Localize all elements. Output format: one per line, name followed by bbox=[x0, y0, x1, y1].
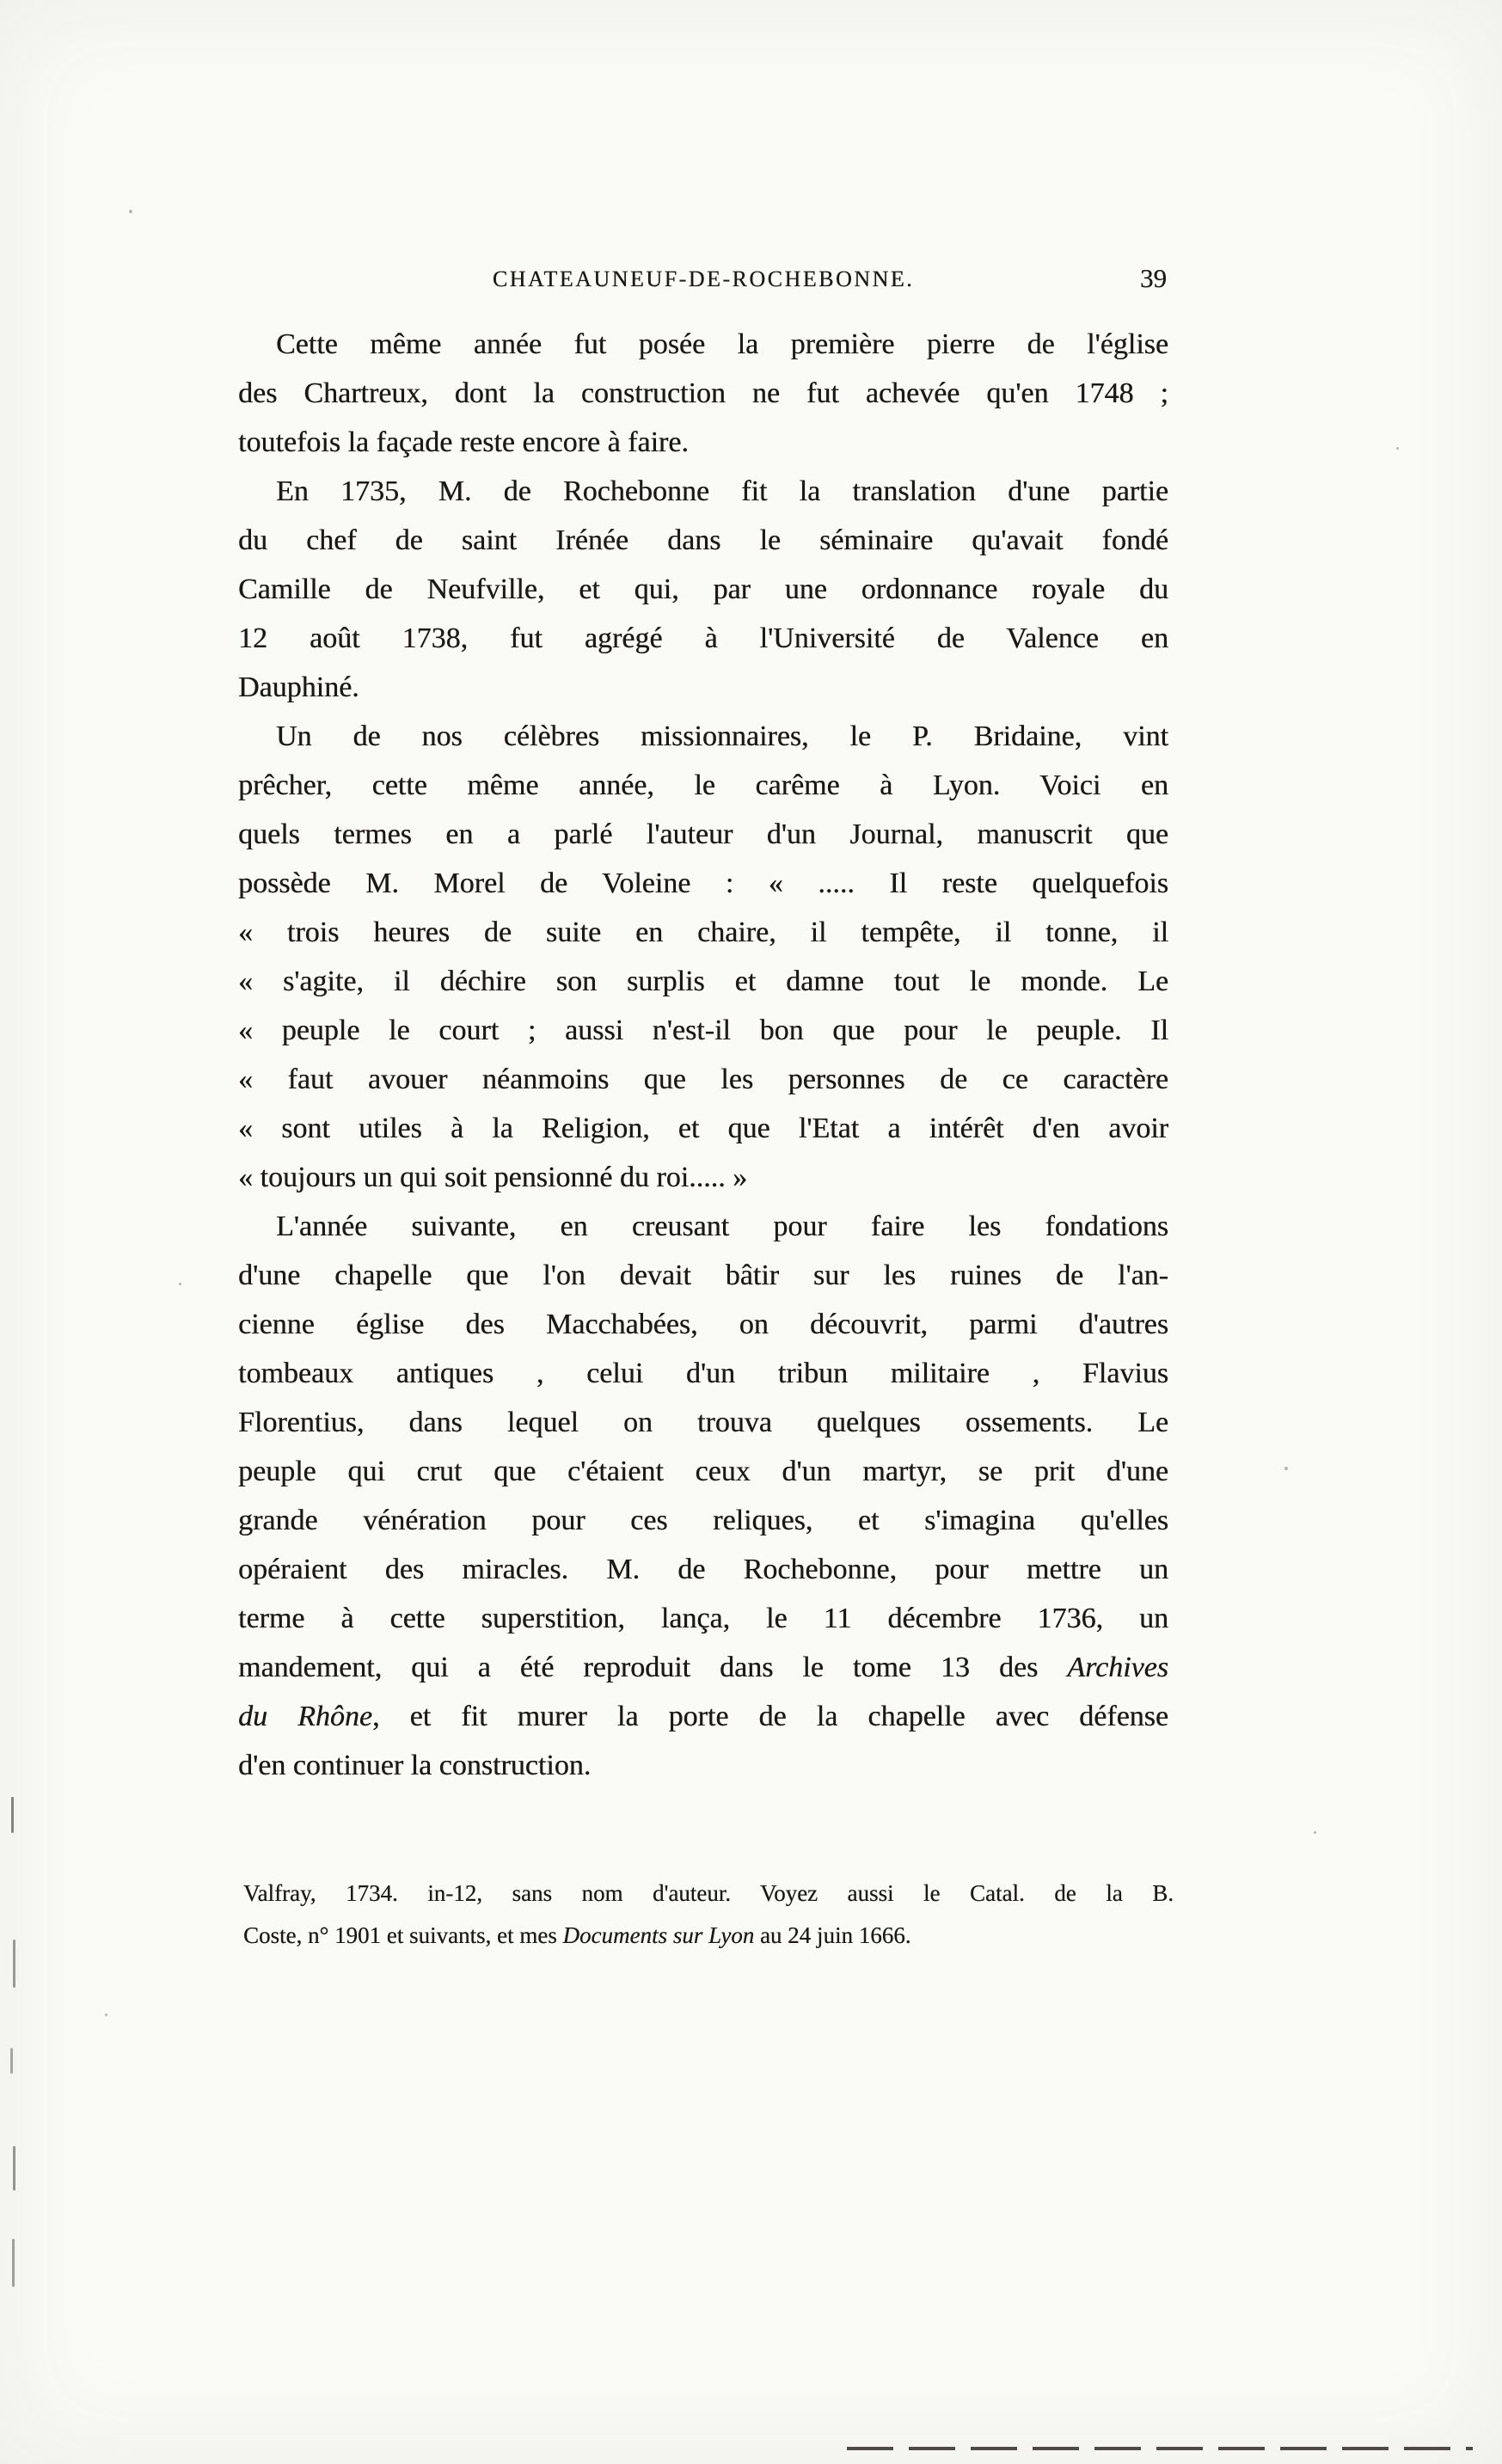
scan-mark bbox=[11, 1797, 14, 1833]
running-title: CHATEAUNEUF-DE-ROCHEBONNE. bbox=[492, 267, 915, 291]
text-segment: possède M. Morel de Voleine : « ..... Il reste quelquefois bbox=[238, 867, 1168, 899]
text-segment: Valfray, 1734. in-12, sans nom d'auteur. Voyez aussi le Catal. de la B. bbox=[243, 1880, 1174, 1906]
paragraph bbox=[238, 1202, 1168, 1790]
text-segment: terme à cette superstition, lança, le 11 décembre 1736, un bbox=[238, 1603, 1168, 1634]
text-segment: toutefois la façade reste encore à faire. bbox=[238, 426, 689, 458]
text-segment: opéraient des miracles. M. de Rochebonne, pour mettre un bbox=[238, 1554, 1168, 1585]
text-segment: grande vénération pour ces reliques, et s'imagina qu'elles bbox=[238, 1505, 1168, 1536]
text-segment: En 1735, M. de Rochebonne fit la translation d'une partie bbox=[276, 475, 1168, 507]
text-line bbox=[238, 418, 1168, 467]
text-segment: mandement, qui a été reproduit dans le tome 13 des bbox=[238, 1652, 1068, 1683]
page-header bbox=[238, 263, 1168, 301]
text-line bbox=[238, 1006, 1168, 1055]
text-segment: du Rhône bbox=[238, 1701, 372, 1732]
text-segment: Camille de Neufville, et qui, par une ordonnance royale du bbox=[238, 573, 1168, 605]
text-line bbox=[238, 1447, 1168, 1496]
text-line bbox=[238, 1398, 1168, 1447]
text-segment: des Chartreux, dont la construction ne fut achevée qu'en 1748 ; bbox=[238, 377, 1168, 409]
page-number: 39 bbox=[1140, 263, 1167, 293]
text-segment: cienne église des Macchabées, on découvrit, parmi d'autres bbox=[238, 1309, 1168, 1340]
text-line bbox=[238, 1251, 1168, 1300]
text-segment: Cette même année fut posée la première pierre de l'église bbox=[276, 328, 1168, 360]
text-line bbox=[238, 957, 1168, 1006]
text-line bbox=[238, 1594, 1168, 1643]
text-segment: « faut avouer néanmoins que les personnes de ce caractère bbox=[238, 1063, 1168, 1095]
text-segment: Un de nos célèbres missionnaires, le P. Bridaine, vint bbox=[276, 720, 1168, 752]
text-line bbox=[238, 1741, 1168, 1790]
text-line bbox=[238, 1692, 1168, 1741]
text-segment: « sont utiles à la Religion, et que l'Etat a intérêt d'en avoir bbox=[238, 1112, 1168, 1144]
text-line bbox=[238, 908, 1168, 957]
scan-mark bbox=[12, 2239, 15, 2287]
text-line bbox=[238, 810, 1168, 859]
text-segment: « toujours un qui soit pensionné du roi..... » bbox=[238, 1162, 748, 1193]
paragraph bbox=[238, 467, 1168, 712]
text-segment: Archives bbox=[1067, 1652, 1168, 1683]
scan-speck bbox=[179, 1283, 181, 1285]
page-body bbox=[238, 320, 1168, 1790]
text-segment: du chef de saint Irénée dans le séminaire qu'avait fondé bbox=[238, 524, 1168, 556]
text-segment: Documents sur Lyon bbox=[562, 1922, 755, 1948]
text-line bbox=[238, 467, 1168, 516]
scan-mark bbox=[10, 2048, 13, 2074]
text-line bbox=[238, 1300, 1168, 1349]
text-line bbox=[243, 1915, 1174, 1957]
text-line bbox=[238, 1496, 1168, 1545]
scan-speck bbox=[1284, 1467, 1288, 1470]
text-line bbox=[238, 1104, 1168, 1153]
scan-bottom-line bbox=[847, 2447, 1473, 2450]
scan-mark bbox=[13, 2146, 15, 2191]
footnote bbox=[243, 1873, 1174, 1957]
text-line bbox=[243, 1873, 1174, 1915]
text-segment: Dauphiné. bbox=[238, 671, 359, 703]
text-line bbox=[238, 614, 1168, 663]
text-line bbox=[238, 516, 1168, 565]
text-segment: Florentius, dans lequel on trouva quelques ossements. Le bbox=[238, 1407, 1168, 1438]
text-segment: d'une chapelle que l'on devait bâtir sur les ruines de l'an- bbox=[238, 1260, 1168, 1291]
scan-speck bbox=[105, 2013, 107, 2016]
paragraph bbox=[238, 320, 1168, 467]
text-line bbox=[238, 1202, 1168, 1251]
text-segment: Coste, n° 1901 et suivants, et mes bbox=[243, 1922, 563, 1948]
text-segment: peuple qui crut que c'étaient ceux d'un martyr, se prit d'une bbox=[238, 1456, 1168, 1487]
text-segment: quels termes en a parlé l'auteur d'un Journal, manuscrit que bbox=[238, 818, 1168, 850]
scan-speck bbox=[1396, 447, 1399, 450]
text-segment: tombeaux antiques , celui d'un tribun militaire , Flavius bbox=[238, 1358, 1168, 1389]
scan-speck bbox=[1314, 1831, 1316, 1834]
text-line bbox=[238, 761, 1168, 810]
paragraph bbox=[238, 712, 1168, 1202]
text-line bbox=[238, 369, 1168, 418]
scan-speck bbox=[129, 210, 132, 213]
text-segment: L'année suivante, en creusant pour faire les fondations bbox=[276, 1211, 1168, 1242]
text-segment: « trois heures de suite en chaire, il tempête, il tonne, il bbox=[238, 916, 1168, 948]
text-line bbox=[238, 712, 1168, 761]
text-line bbox=[238, 1545, 1168, 1594]
text-line bbox=[238, 1349, 1168, 1398]
text-line bbox=[238, 859, 1168, 908]
text-segment: , et fit murer la porte de la chapelle avec défense bbox=[371, 1701, 1169, 1732]
text-segment: « s'agite, il déchire son surplis et damne tout le monde. Le bbox=[238, 965, 1168, 997]
text-line bbox=[238, 663, 1168, 712]
text-line bbox=[238, 320, 1168, 369]
text-line bbox=[238, 565, 1168, 614]
text-line bbox=[238, 1153, 1168, 1202]
text-segment: prêcher, cette même année, le carême à Lyon. Voici en bbox=[238, 769, 1168, 801]
text-segment: d'en continuer la construction. bbox=[238, 1750, 592, 1781]
text-line bbox=[238, 1055, 1168, 1104]
text-segment: 12 août 1738, fut agrégé à l'Université de Valence en bbox=[238, 622, 1168, 654]
scan-mark bbox=[13, 1940, 15, 1988]
text-segment: au 24 juin 1666. bbox=[754, 1922, 911, 1948]
text-line bbox=[238, 1643, 1168, 1692]
text-segment: « peuple le court ; aussi n'est-il bon que pour le peuple. Il bbox=[238, 1014, 1168, 1046]
